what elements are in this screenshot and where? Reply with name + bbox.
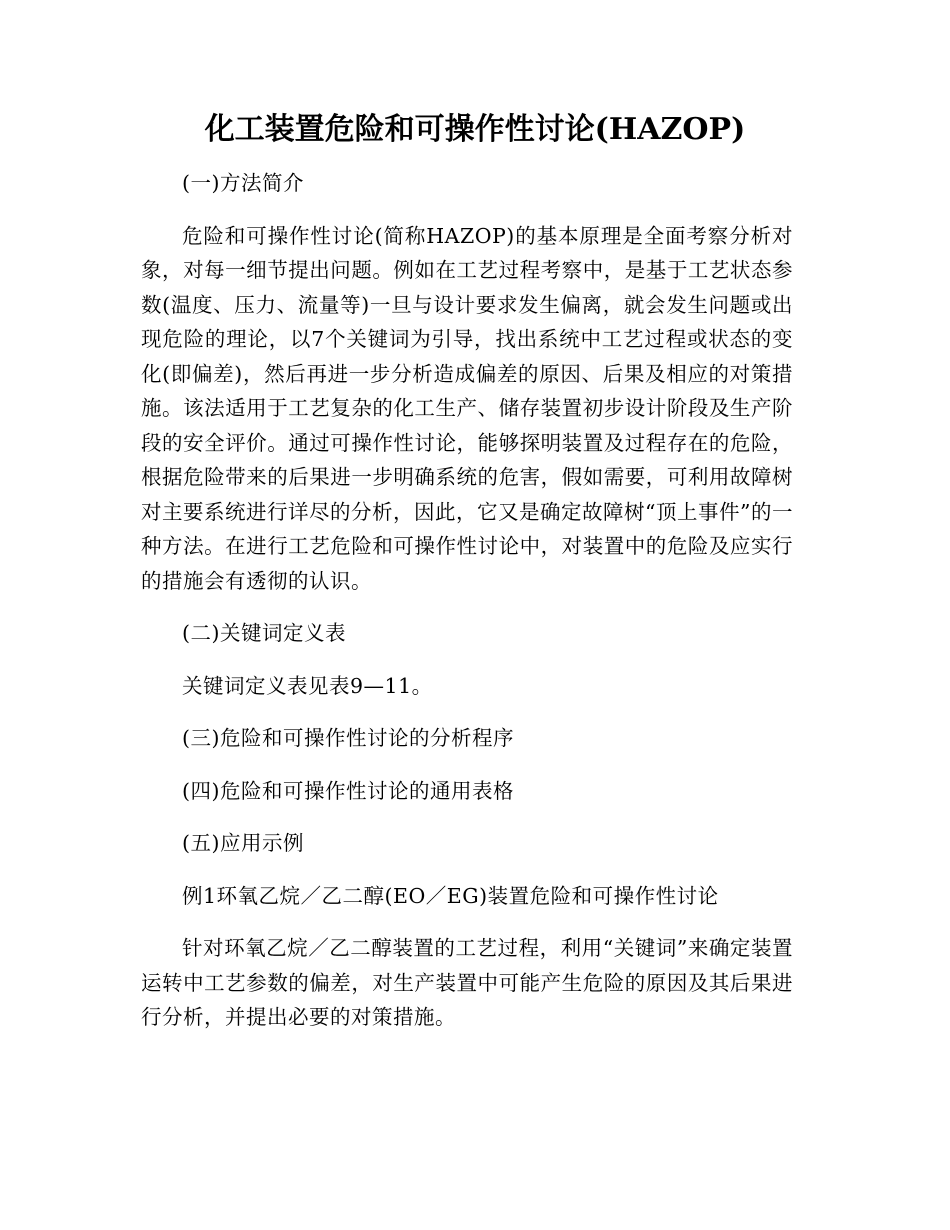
- section-heading-method: (一)方法简介: [182, 171, 304, 195]
- section-heading-keywords: (二)关键词定义表: [182, 621, 346, 645]
- example-title: 例1环氧乙烷／乙二醇(EO／EG)装置危险和可操作性讨论: [182, 883, 719, 908]
- document-title: 化工装置危险和可操作性讨论(HAZOP): [204, 112, 746, 147]
- section-heading-forms: (四)危险和可操作性讨论的通用表格: [182, 778, 514, 803]
- document-body: [141, 166, 793, 1035]
- section-heading-procedure: (三)危险和可操作性讨论的分析程序: [182, 726, 514, 750]
- paragraph-example: 针对环氧乙烷／乙二醇装置的工艺过程，利用“关键词”来确定装置运转中工艺参数的偏差，对生产装置中可能产生危险的原因及其后果进行分析，并提出必要的对策措施。: [141, 936, 793, 1029]
- paragraph-keyword-table: 关键词定义表见表9—11。: [182, 673, 433, 698]
- section-heading-example: (五)应用示例: [182, 831, 304, 855]
- paragraph-method-intro: 危险和可操作性讨论(简称HAZOP)的基本原理是全面考察分析对象，对每一细节提出问题。例如在工艺过程考察中，是基于工艺状态参数(温度、压力、流量等)一旦与设计要求发生偏离，就会发生问题或出现危险的理论，以7个关键词为引导，找出系统中工艺过程或状态的变化(即偏差)，然后再进一步分析造成偏差的原因、后果及相应的对策措施。该法适用于工艺复杂的化工生产、储存装置初步设计阶段及生产阶段的安全评价。通过可操作性讨论，能够探明装置及过程存在的危险，根据危险带来的后果进一步明确系统的危害，假如需要，可利用故障树对主要系统进行详尽的分析，因此，它又是确定故障树“顶上事件”的一种方法。在进行工艺危险和可操作性讨论中，对装置中的危险及应实行的措施会有透彻的认识。: [141, 223, 793, 593]
